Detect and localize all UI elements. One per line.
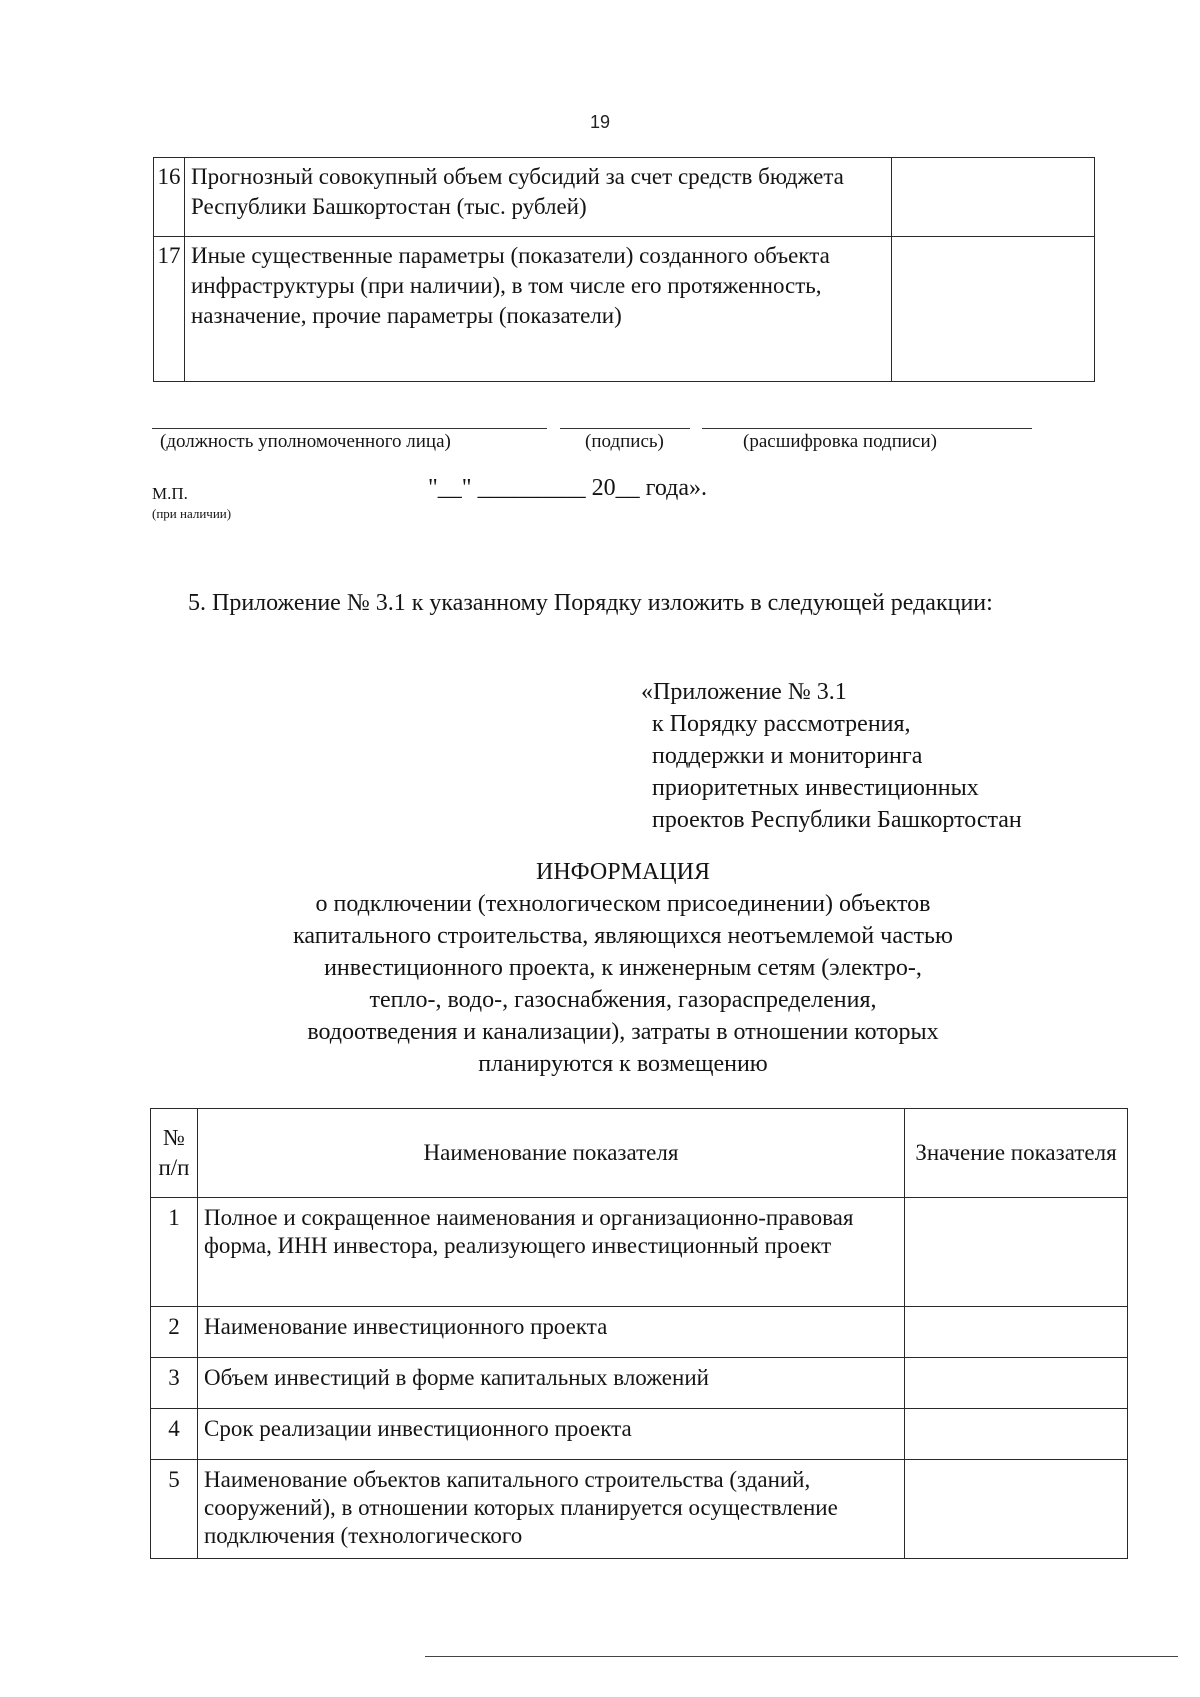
header-name: Наименование показателя — [198, 1109, 905, 1198]
row-text: Полное и сокращенное наименования и организационно-правовая форма, ИНН инвестора, реализующего инвестиционный проект — [198, 1198, 905, 1307]
decoding-caption: (расшифровка подписи) — [743, 431, 937, 452]
table-row — [151, 1307, 1128, 1358]
subtitle-line: капитального строительства, являющихся неотъемлемой частью — [293, 923, 953, 949]
row-value — [905, 1460, 1128, 1559]
stamp-note: (при наличии) — [152, 506, 232, 521]
annex-line: поддержки и мониторинга — [652, 743, 923, 769]
table-header-row — [151, 1109, 1128, 1198]
footer-line — [425, 1656, 1178, 1657]
row-number: 16 — [154, 158, 185, 237]
row-value — [905, 1198, 1128, 1307]
row-value — [892, 237, 1095, 382]
subtitle-line: тепло-, водо-, газоснабжения, газораспределения, — [369, 987, 877, 1013]
row-number: 1 — [151, 1198, 198, 1307]
subtitle-line: планируются к возмещению — [478, 1051, 768, 1077]
row-number: 3 — [151, 1358, 198, 1409]
subtitle-line: водоотведения и канализации), затраты в отношении которых — [307, 1019, 939, 1045]
table-row — [154, 158, 1095, 237]
header-value: Значение показателя — [905, 1109, 1128, 1198]
row-value — [892, 158, 1095, 237]
annex-line: «Приложение № 3.1 — [641, 679, 847, 705]
subtitle-line: о подключении (технологическом присоединении) объектов — [315, 891, 931, 917]
subtitle-line: инвестиционного проекта, к инженерным сетям (электро-, — [324, 955, 922, 981]
row-number: 17 — [154, 237, 185, 382]
stamp-label: М.П. — [152, 484, 188, 503]
parameters-table-continued — [153, 157, 1095, 382]
row-value — [905, 1307, 1128, 1358]
date-line: "__" _________ 20__ года». — [428, 475, 708, 501]
annex-line: к Порядку рассмотрения, — [652, 711, 911, 737]
row-text: Наименование инвестиционного проекта — [198, 1307, 905, 1358]
signature-caption: (подпись) — [585, 431, 664, 452]
info-title: ИНФОРМАЦИЯ — [536, 859, 710, 885]
paragraph-5: 5. Приложение № 3.1 к указанному Порядку изложить в следующей редакции: — [188, 590, 993, 616]
row-value — [905, 1409, 1128, 1460]
info-subtitle — [152, 888, 1094, 1080]
signature-line — [560, 428, 690, 429]
position-caption: (должность уполномоченного лица) — [160, 431, 451, 452]
decoding-signature-line — [702, 428, 1032, 429]
table-row — [151, 1409, 1128, 1460]
annex-header — [641, 676, 1112, 836]
annex-line: проектов Республики Башкортостан — [652, 807, 1022, 833]
row-text: Объем инвестиций в форме капитальных вложений — [198, 1358, 905, 1409]
information-table — [150, 1108, 1128, 1559]
header-number: № п/п — [151, 1109, 198, 1198]
row-text: Срок реализации инвестиционного проекта — [198, 1409, 905, 1460]
row-text: Иные существенные параметры (показатели) созданного объекта инфраструктуры (при наличии), в том числе его протяженность, назначение, прочие параметры (показатели) — [185, 237, 892, 382]
annex-line: приоритетных инвестиционных — [652, 775, 979, 801]
row-value — [905, 1358, 1128, 1409]
table-row — [151, 1460, 1128, 1559]
table-row — [151, 1198, 1128, 1307]
row-number: 4 — [151, 1409, 198, 1460]
row-number: 5 — [151, 1460, 198, 1559]
table-row — [151, 1358, 1128, 1409]
row-text: Прогнозный совокупный объем субсидий за счет средств бюджета Республики Башкортостан (тыс. рублей) — [185, 158, 892, 237]
table-row — [154, 237, 1095, 382]
position-signature-line — [152, 428, 547, 429]
row-text: Наименование объектов капитального строительства (зданий, сооружений), в отношении которых планируется осуществление подключения (технологического — [198, 1460, 905, 1559]
row-number: 2 — [151, 1307, 198, 1358]
page-number: 19 — [589, 112, 611, 132]
